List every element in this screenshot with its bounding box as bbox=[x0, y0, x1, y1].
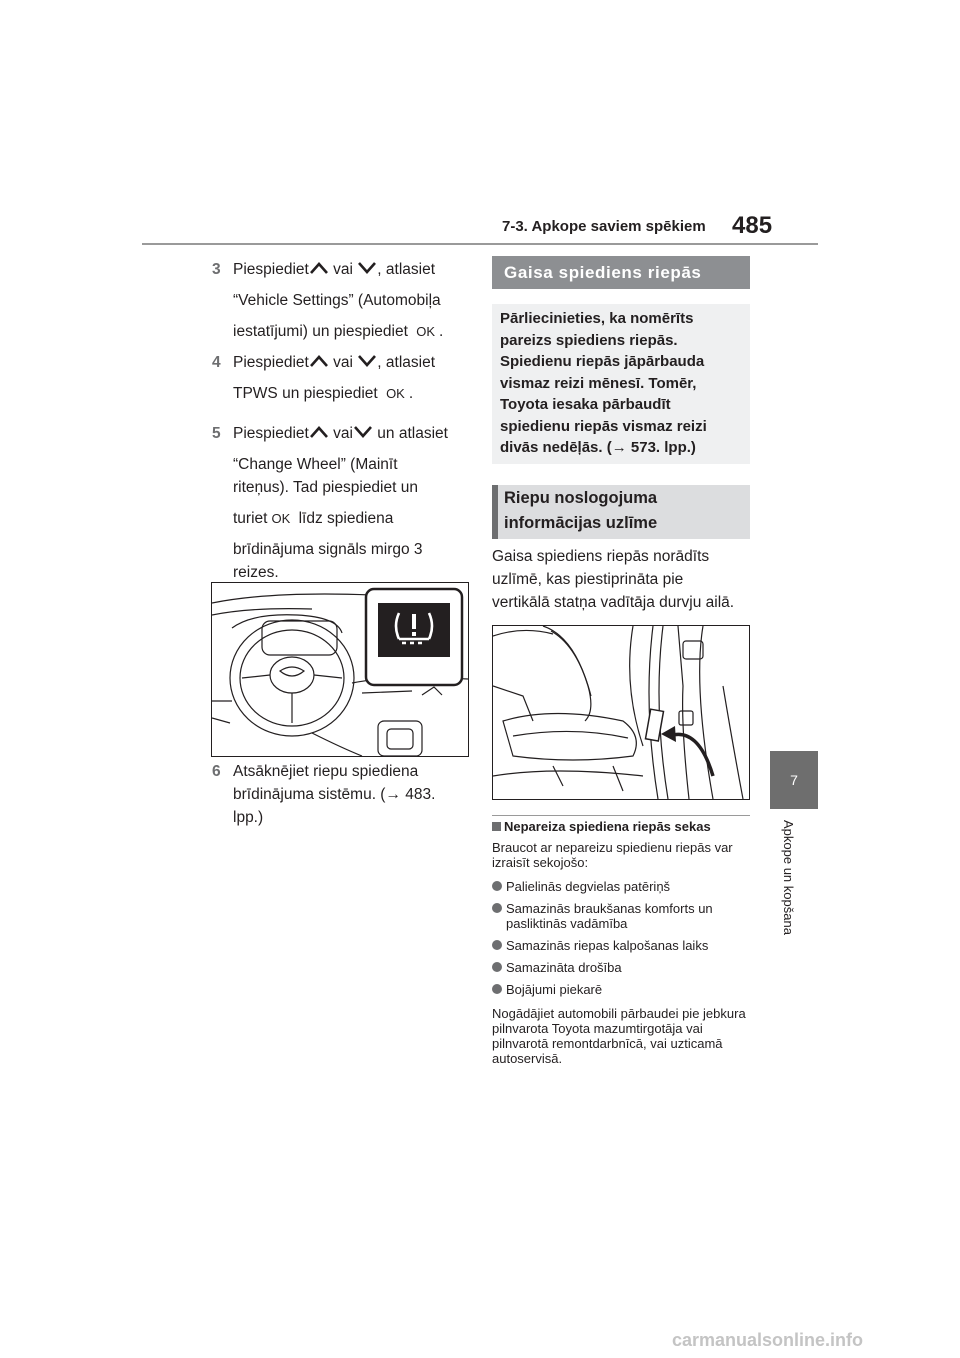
list-item: Samazinās riepas kalpošanas laiks bbox=[492, 938, 750, 953]
step-text: . bbox=[408, 385, 414, 402]
body-line: vertikālā statņa vadītāja durvju ailā. bbox=[492, 594, 735, 611]
step-text: Atsāknējiet riepu spiediena bbox=[233, 763, 419, 780]
step-text: vai bbox=[333, 354, 353, 371]
chevron-down-icon bbox=[357, 261, 377, 275]
door-pillar-illustration bbox=[492, 625, 750, 800]
step-text: “Change Wheel” (Mainīt bbox=[233, 456, 398, 473]
step-text: , atlasiet bbox=[377, 261, 436, 278]
step-number: 6 bbox=[212, 763, 221, 780]
step-3 bbox=[212, 258, 470, 351]
step-text: . bbox=[439, 323, 444, 340]
subheading bbox=[492, 485, 750, 539]
step-text: līdz spiediena bbox=[298, 510, 394, 527]
dashboard-illustration bbox=[211, 582, 469, 757]
step-number: 3 bbox=[212, 261, 221, 278]
step-text: Piespiediet bbox=[233, 261, 309, 278]
step-text: brīdinājuma signāls mirgo 3 bbox=[233, 541, 423, 558]
note-intro: Braucot ar nepareizu spiedienu riepās var izraisīt sekojošo: bbox=[492, 840, 733, 870]
body-line: Gaisa spiediens riepās norādīts bbox=[492, 548, 710, 565]
watermark: carmanualsonline.info bbox=[672, 1330, 864, 1350]
body-line: uzlīmē, kas piestiprināta pie bbox=[492, 571, 684, 588]
step-text: , atlasiet bbox=[377, 354, 436, 371]
chevron-up-icon bbox=[309, 261, 329, 275]
chevron-up-icon bbox=[309, 354, 329, 368]
intro-box bbox=[492, 304, 750, 464]
note-title bbox=[492, 819, 711, 834]
ok-button-label: OK bbox=[271, 511, 291, 526]
chevron-up-icon bbox=[309, 425, 329, 439]
step-6 bbox=[212, 760, 470, 829]
note-bullets bbox=[492, 879, 750, 1004]
intro-line: spiedienu riepās vismaz reizi bbox=[500, 417, 707, 435]
step-text: iestatījumi) un piespiediet bbox=[233, 323, 408, 340]
chevron-down-icon bbox=[353, 425, 373, 439]
intro-line: Spiedienu riepās jāpārbauda bbox=[500, 353, 705, 370]
step-text: brīdinājuma sistēmu. (→ 483. bbox=[233, 786, 436, 803]
list-item: Samazinās braukšanas komforts un pasliktinās vadāmība bbox=[492, 901, 750, 931]
intro-line: pareizs spiediens riepās. bbox=[500, 331, 678, 349]
ok-button-label: OK bbox=[416, 324, 436, 339]
step-text: vai bbox=[333, 425, 353, 442]
step-text: reizes. bbox=[233, 564, 279, 581]
dashboard-drawing bbox=[212, 583, 468, 756]
ok-button-label: OK bbox=[386, 386, 405, 401]
step-text: “Vehicle Settings” (Automobiļa bbox=[233, 292, 441, 309]
subheading-line: informācijas uzlīme bbox=[504, 514, 658, 532]
intro-line: Pārliecinieties, ka nomērīts bbox=[500, 310, 694, 327]
intro-line: divās nedēļās. (→ 573. lpp.) bbox=[500, 439, 696, 456]
step-5 bbox=[212, 422, 470, 592]
door-drawing bbox=[493, 626, 749, 799]
step-4 bbox=[212, 351, 470, 413]
step-text: turiet bbox=[233, 510, 268, 527]
chapter-label: Apkope un kopšana bbox=[781, 820, 796, 935]
step-text: vai bbox=[333, 261, 353, 278]
intro-line: vismaz reizi mēnesī. Tomēr, bbox=[500, 374, 697, 392]
subheading-line: Riepu noslogojuma bbox=[504, 489, 658, 507]
step-text: Piespiediet bbox=[233, 354, 309, 371]
list-item: Bojājumi piekarē bbox=[492, 982, 750, 997]
section-title: 7-3. Apkope saviem spēkiem bbox=[502, 218, 706, 235]
intro-line: Toyota iesaka pārbaudīt bbox=[500, 396, 671, 413]
list-item: Palielinās degvielas patēriņš bbox=[492, 879, 750, 894]
chevron-down-icon bbox=[357, 354, 377, 368]
note-title-text: Nepareiza spiediena riepās sekas bbox=[504, 819, 711, 834]
step-text: riteņus). Tad piespiediet un bbox=[233, 479, 418, 496]
page-number: 485 bbox=[732, 212, 773, 239]
body-text bbox=[492, 545, 750, 614]
square-bullet-icon bbox=[492, 822, 501, 831]
chapter-tab: 7 bbox=[770, 751, 818, 809]
step-number: 4 bbox=[212, 354, 221, 371]
note-closing: Nogādājiet automobili pārbaudei pie jebkura pilnvarota Toyota mazumtirgotāja vai pilnvarotā remontdarbnīcā, vai uzticamā autoservisā. bbox=[492, 1006, 746, 1066]
step-number: 5 bbox=[212, 425, 221, 442]
list-item: Samazināta drošība bbox=[492, 960, 750, 975]
note-rule bbox=[492, 815, 750, 816]
step-text: lpp.) bbox=[233, 809, 264, 826]
step-text: Piespiediet bbox=[233, 425, 309, 442]
step-text: TPWS un piespiediet bbox=[233, 385, 378, 402]
step-text: un atlasiet bbox=[377, 425, 448, 442]
section-heading: Gaisa spiediens riepās bbox=[492, 256, 750, 289]
header-rule bbox=[142, 243, 818, 245]
